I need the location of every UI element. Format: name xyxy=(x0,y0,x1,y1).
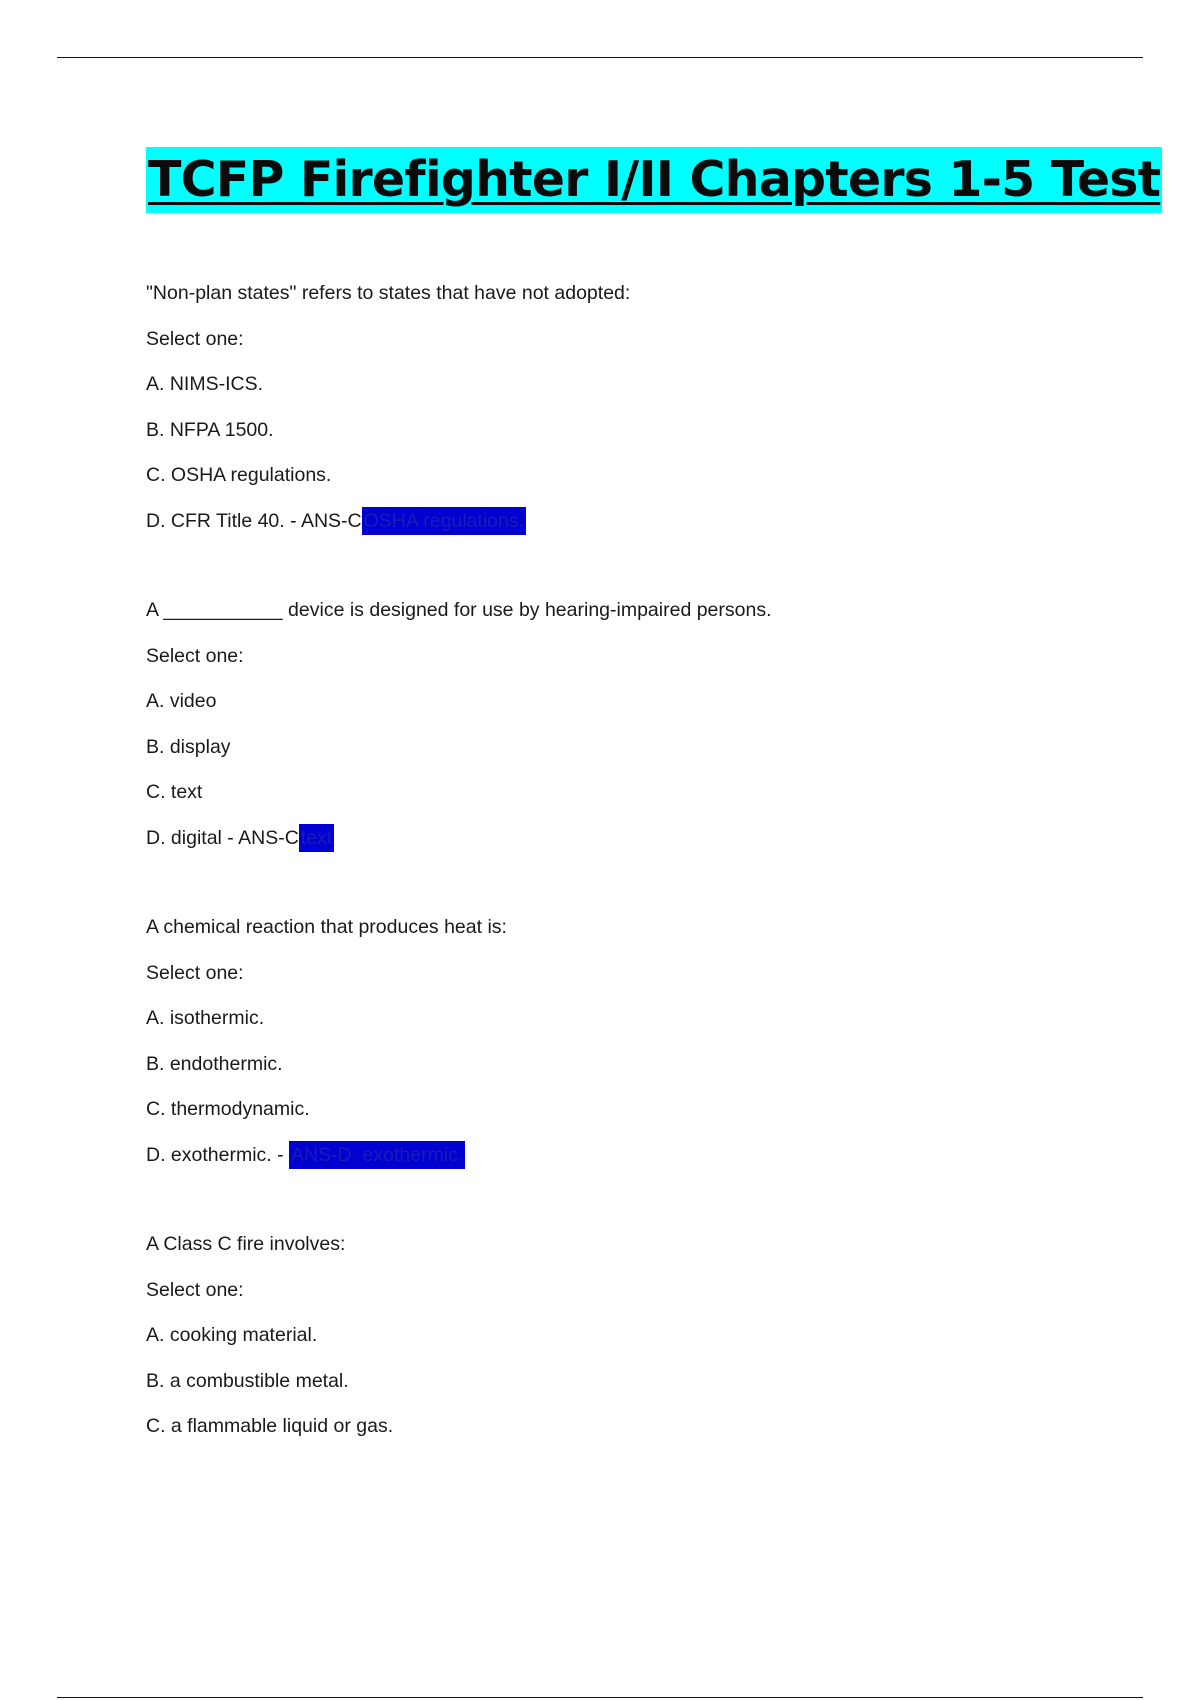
option-d-text: D. digital - ANS-C xyxy=(146,826,299,849)
option-c: C. a flammable liquid or gas. xyxy=(146,1415,394,1437)
option-d xyxy=(146,821,1146,867)
select-one-label: Select one: xyxy=(146,327,244,350)
option-d-text: D. CFR Title 40. - ANS-C xyxy=(146,509,362,532)
option-c: C. thermodynamic. xyxy=(146,1098,310,1120)
question-prompt: "Non-plan states" refers to states that have not adopted: xyxy=(146,282,631,304)
highlighted-answer: OSHA regulations. xyxy=(362,507,526,535)
option-b: B. NFPA 1500. xyxy=(146,418,274,441)
question-prompt: A Class C fire involves: xyxy=(146,1233,346,1255)
question-1 xyxy=(146,276,1146,549)
option-a: A. video xyxy=(146,690,217,712)
option-d-text: D. exothermic. - xyxy=(146,1143,284,1166)
option-a: A. cooking material. xyxy=(146,1324,318,1346)
question-list xyxy=(146,276,1146,1499)
option-c: C. OSHA regulations. xyxy=(146,464,332,486)
option-b: B. a combustible metal. xyxy=(146,1369,349,1392)
highlighted-answer: text xyxy=(299,824,334,852)
question-2 xyxy=(146,593,1146,866)
question-prompt: A ___________ device is designed for use by hearing-impaired persons. xyxy=(146,599,772,621)
option-d xyxy=(146,1138,1146,1184)
document-title: TCFP Firefighter I/II Chapters 1-5 Test xyxy=(146,147,1162,213)
option-c: C. text xyxy=(146,781,203,803)
option-a: A. NIMS-ICS. xyxy=(146,373,264,395)
question-prompt: A chemical reaction that produces heat is: xyxy=(146,916,507,938)
option-b: B. endothermic. xyxy=(146,1052,283,1075)
question-4 xyxy=(146,1227,1146,1455)
top-rule xyxy=(57,57,1143,58)
highlighted-answer: ANS-D. exothermic. xyxy=(289,1141,465,1169)
bottom-rule xyxy=(57,1697,1143,1698)
question-3 xyxy=(146,910,1146,1183)
option-a: A. isothermic. xyxy=(146,1007,265,1029)
select-one-label: Select one: xyxy=(146,1278,244,1301)
select-one-label: Select one: xyxy=(146,961,244,984)
select-one-label: Select one: xyxy=(146,644,244,667)
option-d xyxy=(146,504,1146,550)
option-b: B. display xyxy=(146,735,231,758)
